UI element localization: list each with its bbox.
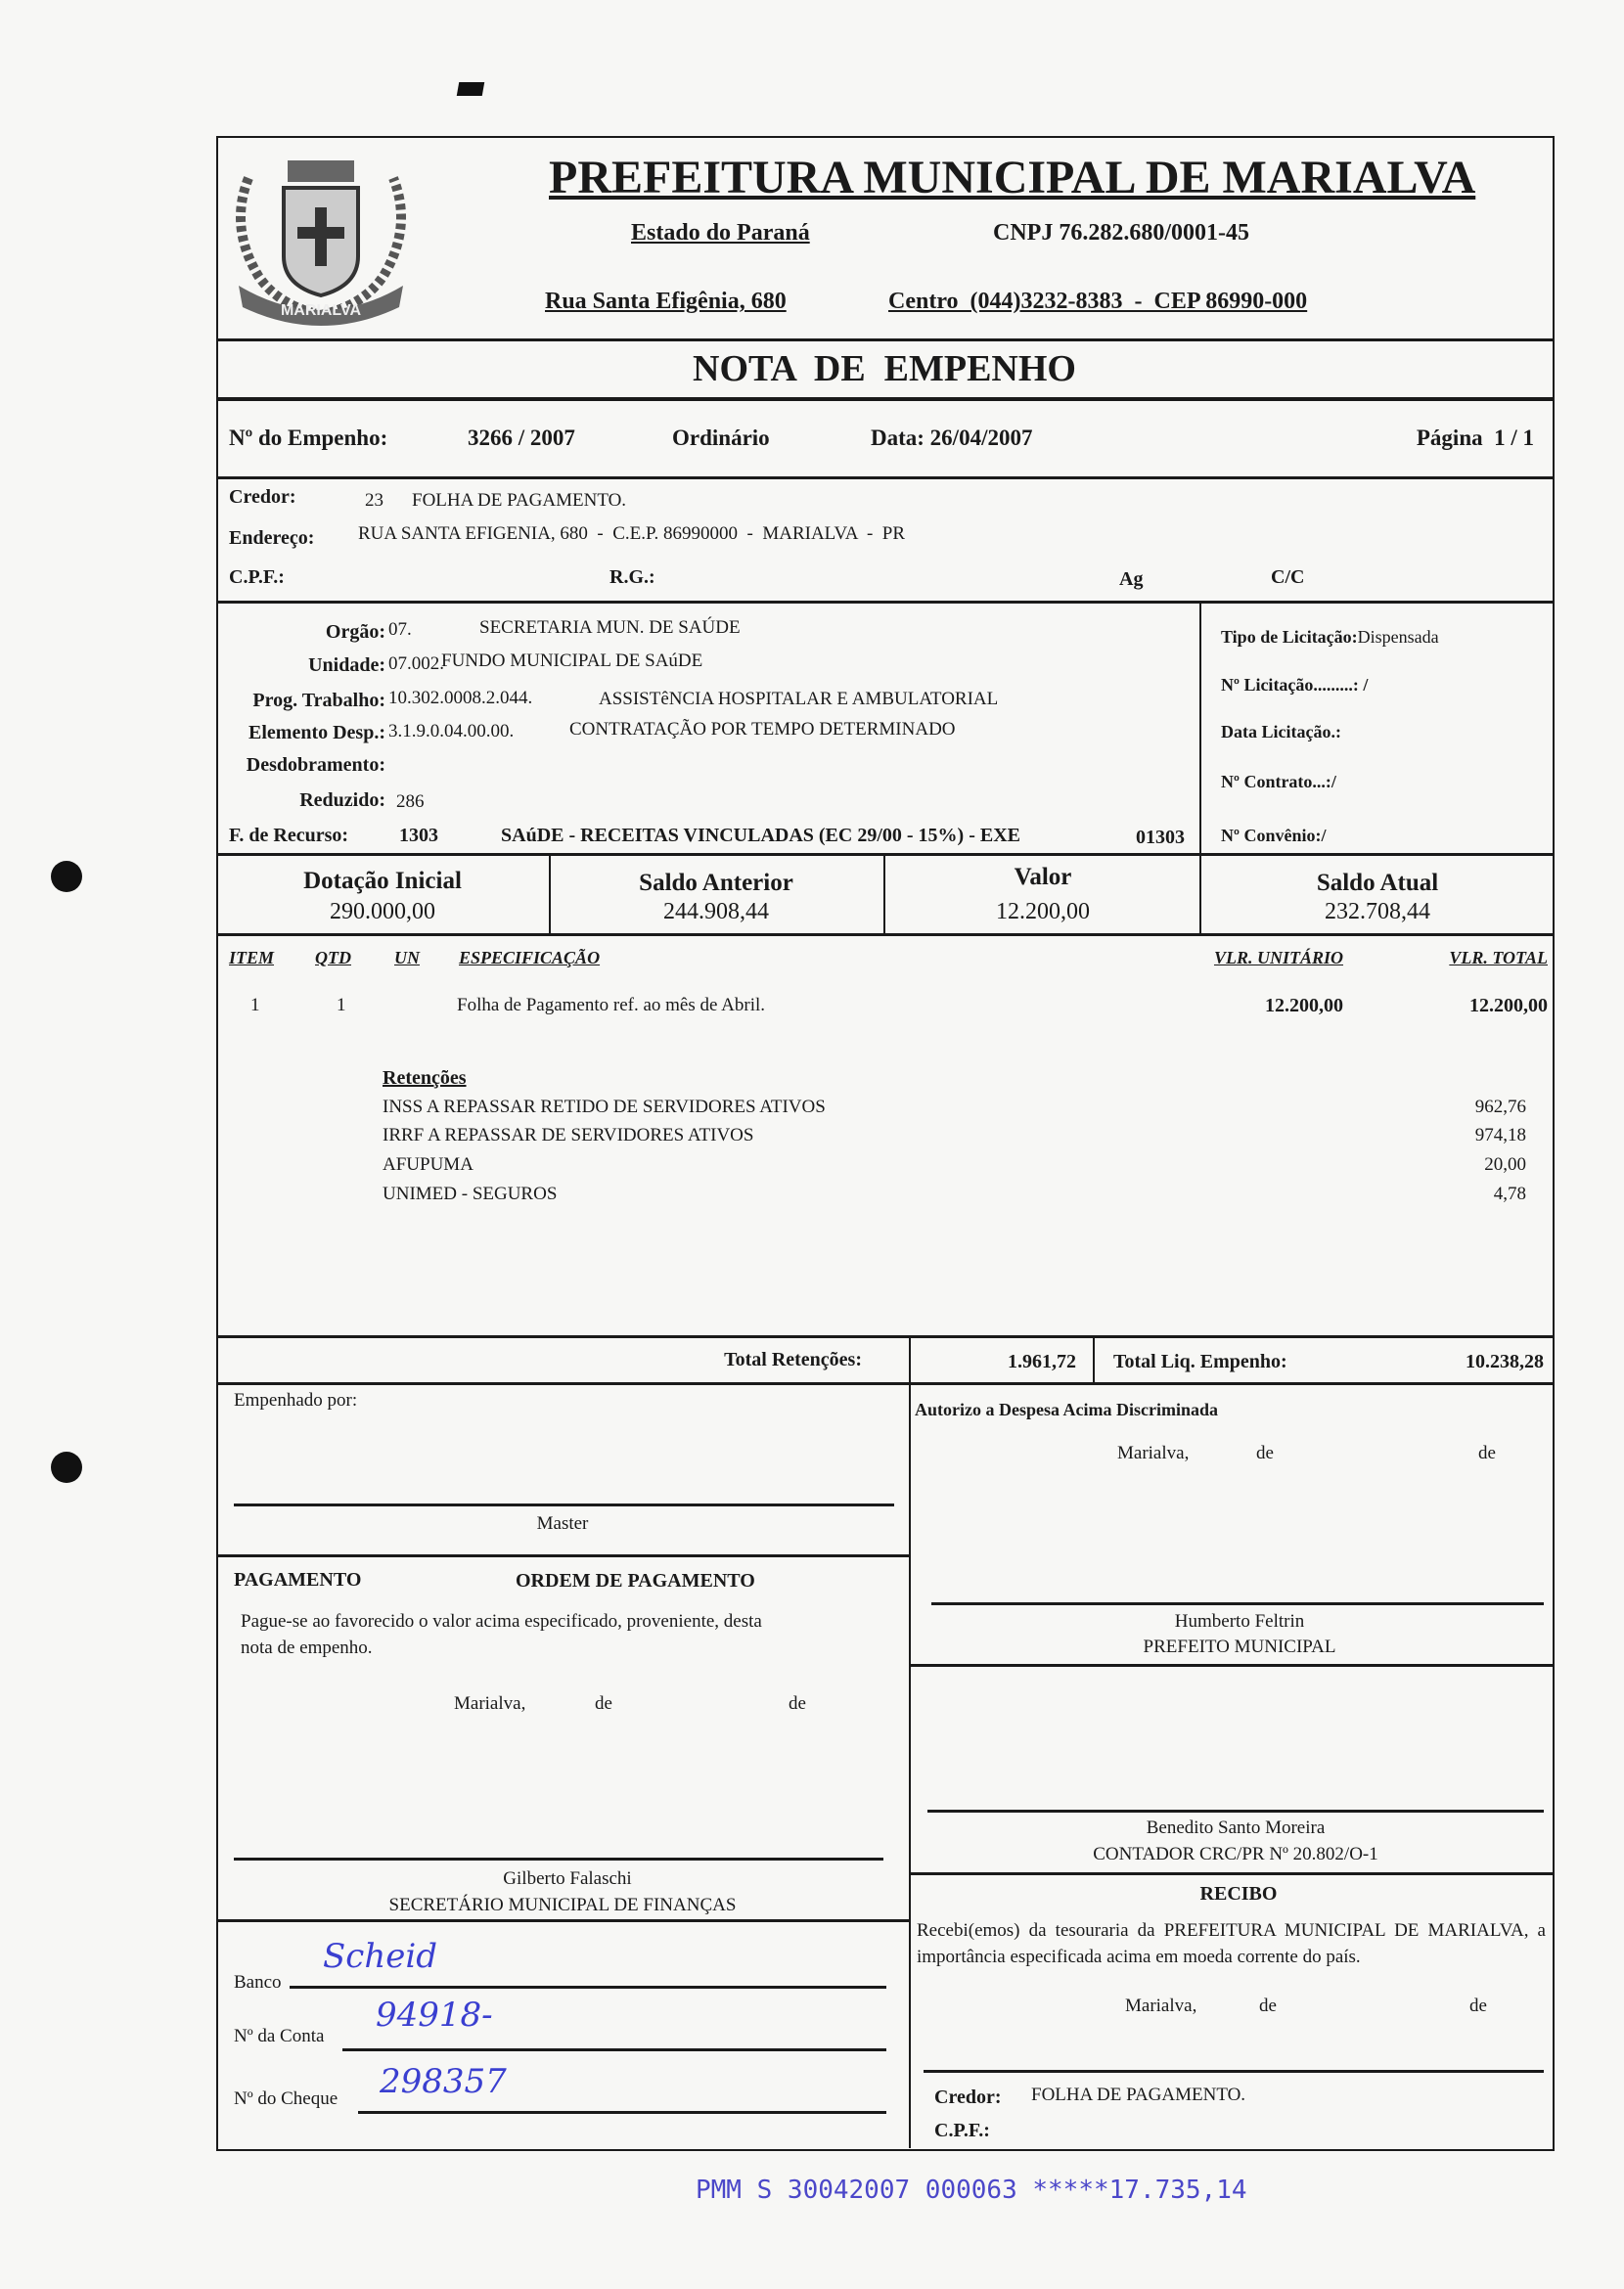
- desdobramento-label: Desdobramento:: [246, 754, 385, 776]
- data-licitacao: Data Licitação.:: [1221, 722, 1341, 741]
- banco-label: Banco: [234, 1972, 282, 1993]
- conta-handwritten: 94918-: [376, 1996, 493, 2035]
- endereco-value: RUA SANTA EFIGENIA, 680 - C.E.P. 86990000 - MARIALVA - PR: [358, 523, 906, 544]
- prog-code: 10.302.0008.2.044.: [388, 688, 533, 708]
- contador-name: Benedito Santo Moreira: [1146, 1818, 1326, 1838]
- col-item: ITEM: [229, 948, 275, 967]
- cheque-label: Nº do Cheque: [234, 2088, 338, 2109]
- svg-text:MARIALVA: MARIALVA: [280, 302, 362, 319]
- rg-label: R.G.:: [609, 566, 655, 588]
- row-desc: Folha de Pagamento ref. ao mês de Abril.: [457, 995, 766, 1015]
- credor-name: FOLHA DE PAGAMENTO.: [412, 490, 627, 511]
- address-contact: Centro (044)3232-8383 - CEP 86990-000: [888, 289, 1308, 314]
- row-total: 12.200,00: [1469, 995, 1548, 1016]
- retencoes-label: Retenções: [383, 1067, 467, 1089]
- machine-stamp: PMM S 30042007 000063 *****17.735,14: [696, 2176, 1247, 2205]
- elemento-code: 3.1.9.0.04.00.00.: [388, 721, 515, 741]
- banco-handwritten: Scheid: [323, 1937, 437, 1976]
- row-item: 1: [250, 995, 260, 1015]
- pague-text: Pague-se ao favorecido o valor acima especificado, proveniente, desta: [241, 1611, 762, 1632]
- retencao-desc: AFUPUMA: [383, 1154, 474, 1175]
- convenio-number: Nº Convênio:/: [1221, 826, 1327, 845]
- prog-desc: ASSISTêNCIA HOSPITALAR E AMBULATORIAL: [599, 689, 999, 709]
- elemento-label: Elemento Desp.:: [248, 722, 385, 743]
- street-label: Rua Santa Efigênia, 680: [545, 289, 787, 314]
- credor-label: Credor:: [229, 486, 296, 508]
- recibo-text: Recebi(emos) da tesouraria da PREFEITURA MUNICIPAL DE MARIALVA, a importância especificada acima em moeda corrente do país.: [917, 1920, 1546, 1967]
- retencao-value: 974,18: [1474, 1125, 1526, 1145]
- prefeitura-title: PREFEITURA MUNICIPAL DE MARIALVA: [549, 152, 1476, 203]
- col-vlr-unitario: VLR. UNITÁRIO: [1213, 948, 1343, 967]
- unidade-label: Unidade:: [308, 654, 385, 676]
- prefeito-name: Humberto Feltrin: [1174, 1611, 1305, 1632]
- total-liquido-label: Total Liq. Empenho:: [1113, 1351, 1287, 1372]
- de-label: de: [789, 1693, 806, 1714]
- total-liquido-value: 10.238,28: [1466, 1351, 1544, 1372]
- recibo-cpf-label: C.P.F.:: [934, 2120, 990, 2141]
- city-label: Marialva,: [454, 1693, 526, 1714]
- retencao-desc: IRRF A REPASSAR DE SERVIDORES ATIVOS: [383, 1125, 754, 1145]
- valor-value: 12.200,00: [996, 899, 1090, 924]
- city-label: Marialva,: [1117, 1443, 1190, 1463]
- cpf-label: C.P.F.:: [229, 566, 285, 588]
- fonte-code: 1303: [399, 825, 438, 846]
- city-label: Marialva,: [1125, 1996, 1197, 2016]
- reduzido-label: Reduzido:: [299, 789, 385, 811]
- empenho-number: 3266 / 2007: [468, 426, 575, 450]
- empenho-type: Ordinário: [672, 426, 770, 450]
- pague-text: nota de empenho.: [241, 1638, 373, 1658]
- retencao-desc: UNIMED - SEGUROS: [383, 1184, 558, 1204]
- licitacao-number: Nº Licitação.........: /: [1221, 675, 1369, 695]
- prefeito-title: PREFEITO MUNICIPAL: [1143, 1637, 1336, 1657]
- orgao-desc: SECRETARIA MUN. DE SAÚDE: [479, 617, 741, 638]
- contrato-number: Nº Contrato...:/: [1221, 772, 1336, 791]
- unidade-code: 07.002.: [388, 653, 444, 674]
- recibo-title: RECIBO: [1199, 1883, 1278, 1905]
- orgao-label: Orgão:: [325, 621, 385, 643]
- saldo-atual-label: Saldo Atual: [1316, 870, 1439, 896]
- retencao-value: 962,76: [1474, 1097, 1526, 1117]
- valor-label: Valor: [1014, 864, 1072, 890]
- conta-label: Nº da Conta: [234, 2026, 325, 2046]
- cc-label: C/C: [1271, 566, 1305, 588]
- document-title: NOTA DE EMPENHO: [693, 348, 1076, 389]
- de-label: de: [1256, 1443, 1274, 1463]
- col-especificacao: ESPECIFICAÇÃO: [459, 948, 601, 967]
- de-label: de: [1478, 1443, 1496, 1463]
- tipo-licitacao-label: Tipo de Licitação:: [1221, 627, 1358, 647]
- de-label: de: [595, 1693, 612, 1714]
- dotacao-inicial-value: 290.000,00: [330, 899, 435, 924]
- col-un: UN: [394, 948, 420, 967]
- elemento-desc: CONTRATAÇÃO POR TEMPO DETERMINADO: [569, 719, 956, 740]
- pagamento-label: PAGAMENTO: [234, 1569, 362, 1591]
- secretario-name: Gilberto Falaschi: [503, 1868, 632, 1889]
- de-label: de: [1469, 1996, 1487, 2016]
- row-unit: 12.200,00: [1265, 995, 1343, 1016]
- fonte-label: F. de Recurso:: [229, 825, 349, 846]
- unidade-desc: FUNDO MUNICIPAL DE SAúDE: [441, 651, 703, 671]
- tipo-licitacao-value: Dispensada: [1357, 627, 1439, 647]
- retencao-value: 20,00: [1484, 1154, 1526, 1175]
- empenhado-name: Master: [536, 1513, 589, 1534]
- endereco-label: Endereço:: [229, 527, 315, 549]
- page-number: Página 1 / 1: [1416, 426, 1534, 450]
- recibo-credor-value: FOLHA DE PAGAMENTO.: [1031, 2085, 1246, 2105]
- cheque-handwritten: 298357: [380, 2062, 507, 2101]
- punch-hole-mark: [51, 861, 82, 892]
- secretario-title: SECRETÁRIO MUNICIPAL DE FINANÇAS: [388, 1895, 737, 1915]
- fonte-desc: SAúDE - RECEITAS VINCULADAS (EC 29/00 - 15%) - EXE: [501, 825, 1020, 846]
- row-qtd: 1: [337, 995, 346, 1015]
- recibo-credor-label: Credor:: [934, 2087, 1002, 2108]
- col-qtd: QTD: [315, 948, 351, 967]
- saldo-anterior-label: Saldo Anterior: [639, 870, 793, 896]
- coat-of-arms-logo: [219, 139, 423, 335]
- de-label: de: [1259, 1996, 1277, 2016]
- col-vlr-total: VLR. TOTAL: [1449, 948, 1548, 967]
- empenhado-label: Empenhado por:: [234, 1390, 358, 1411]
- orgao-code: 07.: [388, 619, 412, 640]
- ag-label: Ag: [1119, 568, 1144, 590]
- state-label: Estado do Paraná: [631, 220, 810, 246]
- ordem-pagamento-label: ORDEM DE PAGAMENTO: [516, 1570, 755, 1592]
- autorizo-label: Autorizo a Despesa Acima Discriminada: [915, 1400, 1218, 1419]
- reduzido-value: 286: [396, 791, 425, 812]
- dotacao-inicial-label: Dotação Inicial: [303, 868, 462, 894]
- contador-title: CONTADOR CRC/PR Nº 20.802/O-1: [1093, 1844, 1378, 1864]
- cnpj-label: CNPJ 76.282.680/0001-45: [993, 220, 1249, 246]
- prog-label: Prog. Trabalho:: [252, 690, 385, 711]
- retencao-value: 4,78: [1493, 1184, 1526, 1204]
- tipo-licitacao: [1221, 628, 1439, 647]
- empenho-label: Nº do Empenho:: [229, 426, 388, 450]
- scan-mark: [457, 82, 484, 96]
- credor-code: 23: [365, 490, 383, 511]
- saldo-anterior-value: 244.908,44: [663, 899, 769, 924]
- fonte-num: 01303: [1136, 827, 1185, 848]
- empenho-date: Data: 26/04/2007: [871, 426, 1033, 450]
- retencao-desc: INSS A REPASSAR RETIDO DE SERVIDORES ATIVOS: [383, 1097, 826, 1117]
- punch-hole-mark: [51, 1452, 82, 1483]
- saldo-atual-value: 232.708,44: [1325, 899, 1430, 924]
- total-retencoes-label: Total Retenções:: [724, 1349, 862, 1370]
- total-retencoes-value: 1.961,72: [1008, 1351, 1076, 1372]
